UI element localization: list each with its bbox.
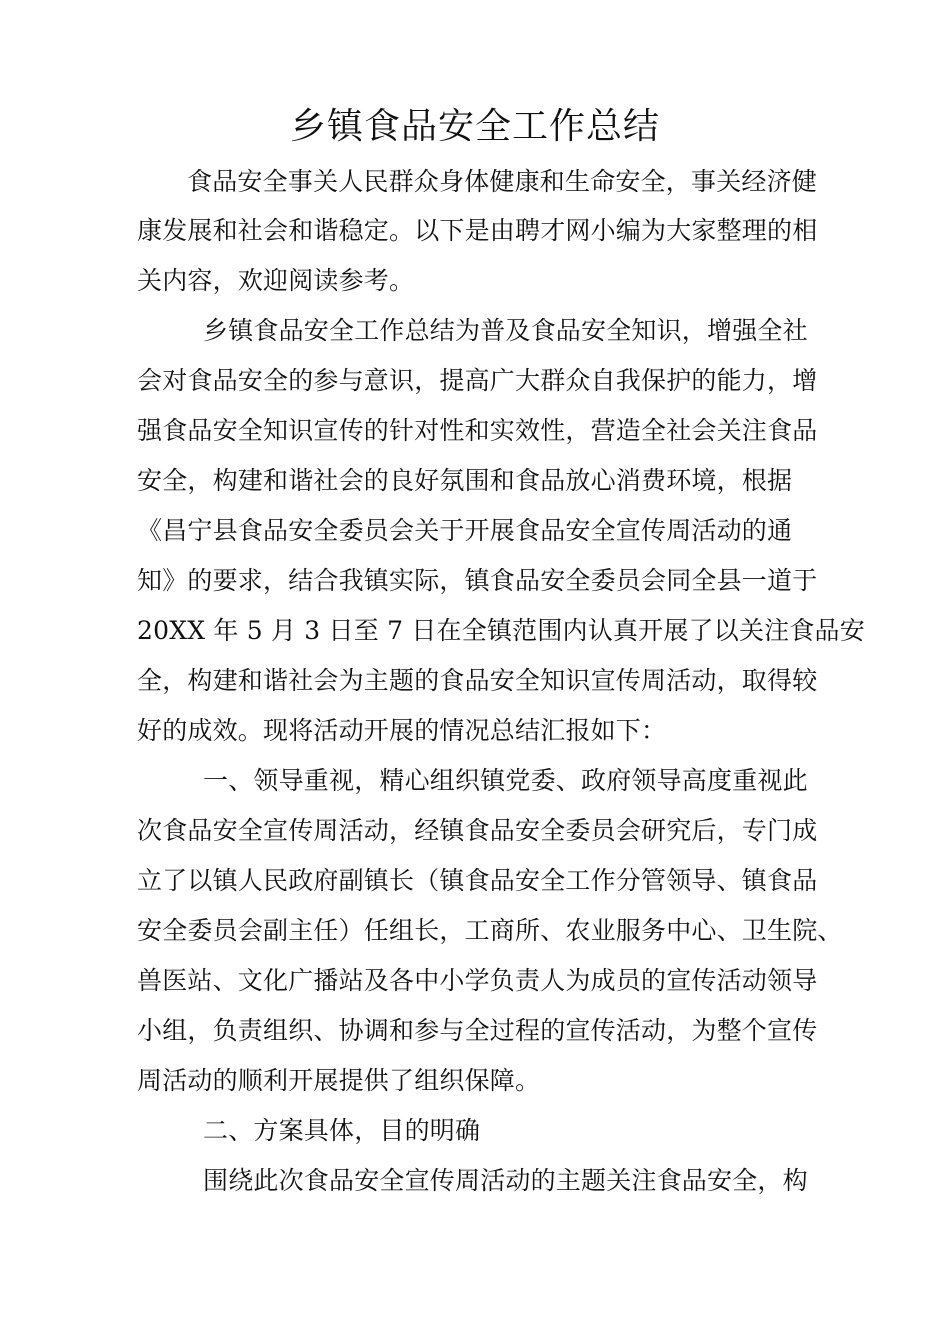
paragraph-2-line-5: 《昌宁县食品安全委员会关于开展食品安全宣传周活动的通	[137, 516, 793, 545]
section-1-line-7: 周活动的顺利开展提供了组织保障。	[137, 1066, 541, 1095]
document-title: 乡镇食品安全工作总结	[289, 106, 660, 147]
section-1-line-3: 立了以镇人民政府副镇长（镇食品安全工作分管领导、镇食品	[137, 866, 818, 895]
section-2-heading: 二、方案具体，目的明确	[203, 1116, 481, 1145]
paragraph-2-line-6: 知》的要求，结合我镇实际，镇食品安全委员会同全县一道于	[137, 566, 818, 595]
section-1-line-2: 次食品安全宣传周活动，经镇食品安全委员会研究后，专门成	[137, 816, 818, 845]
paragraph-1-line-3: 关内容，欢迎阅读参考。	[137, 266, 415, 295]
section-1-line-5: 兽医站、文化广播站及各中小学负责人为成员的宣传活动领导	[137, 966, 818, 995]
section-2-line-1: 围绕此次食品安全宣传周活动的主题关注食品安全，构	[203, 1166, 808, 1195]
section-1-line-4: 安全委员会副主任）任组长，工商所、农业服务中心、卫生院、	[137, 916, 843, 945]
paragraph-1-line-1: 食品安全事关人民群众身体健康和生命安全，事关经济健	[187, 167, 818, 196]
paragraph-2-line-4: 安全，构建和谐社会的良好氛围和食品放心消费环境，根据	[137, 466, 793, 495]
section-1-line-6: 小组，负责组织、协调和参与全过程的宣传活动，为整个宣传	[137, 1016, 818, 1045]
paragraph-2-line-7: 20XX 年 5 月 3 日至 7 日在全镇范围内认真开展了以关注食品安	[137, 616, 865, 645]
paragraph-2-line-9: 好的成效。现将活动开展的情况总结汇报如下：	[137, 716, 667, 745]
paragraph-1-line-2: 康发展和社会和谐稳定。以下是由聘才网小编为大家整理的相	[137, 216, 818, 245]
section-1-line-1: 一、领导重视，精心组织镇党委、政府领导高度重视此	[203, 766, 808, 795]
paragraph-2-line-2: 会对食品安全的参与意识，提高广大群众自我保护的能力，增	[137, 366, 818, 395]
paragraph-2-line-1: 乡镇食品安全工作总结为普及食品安全知识，增强全社	[203, 316, 808, 345]
paragraph-2-line-3: 强食品安全知识宣传的针对性和实效性，营造全社会关注食品	[137, 416, 818, 445]
paragraph-2-line-8: 全，构建和谐社会为主题的食品安全知识宣传周活动，取得较	[137, 666, 818, 695]
